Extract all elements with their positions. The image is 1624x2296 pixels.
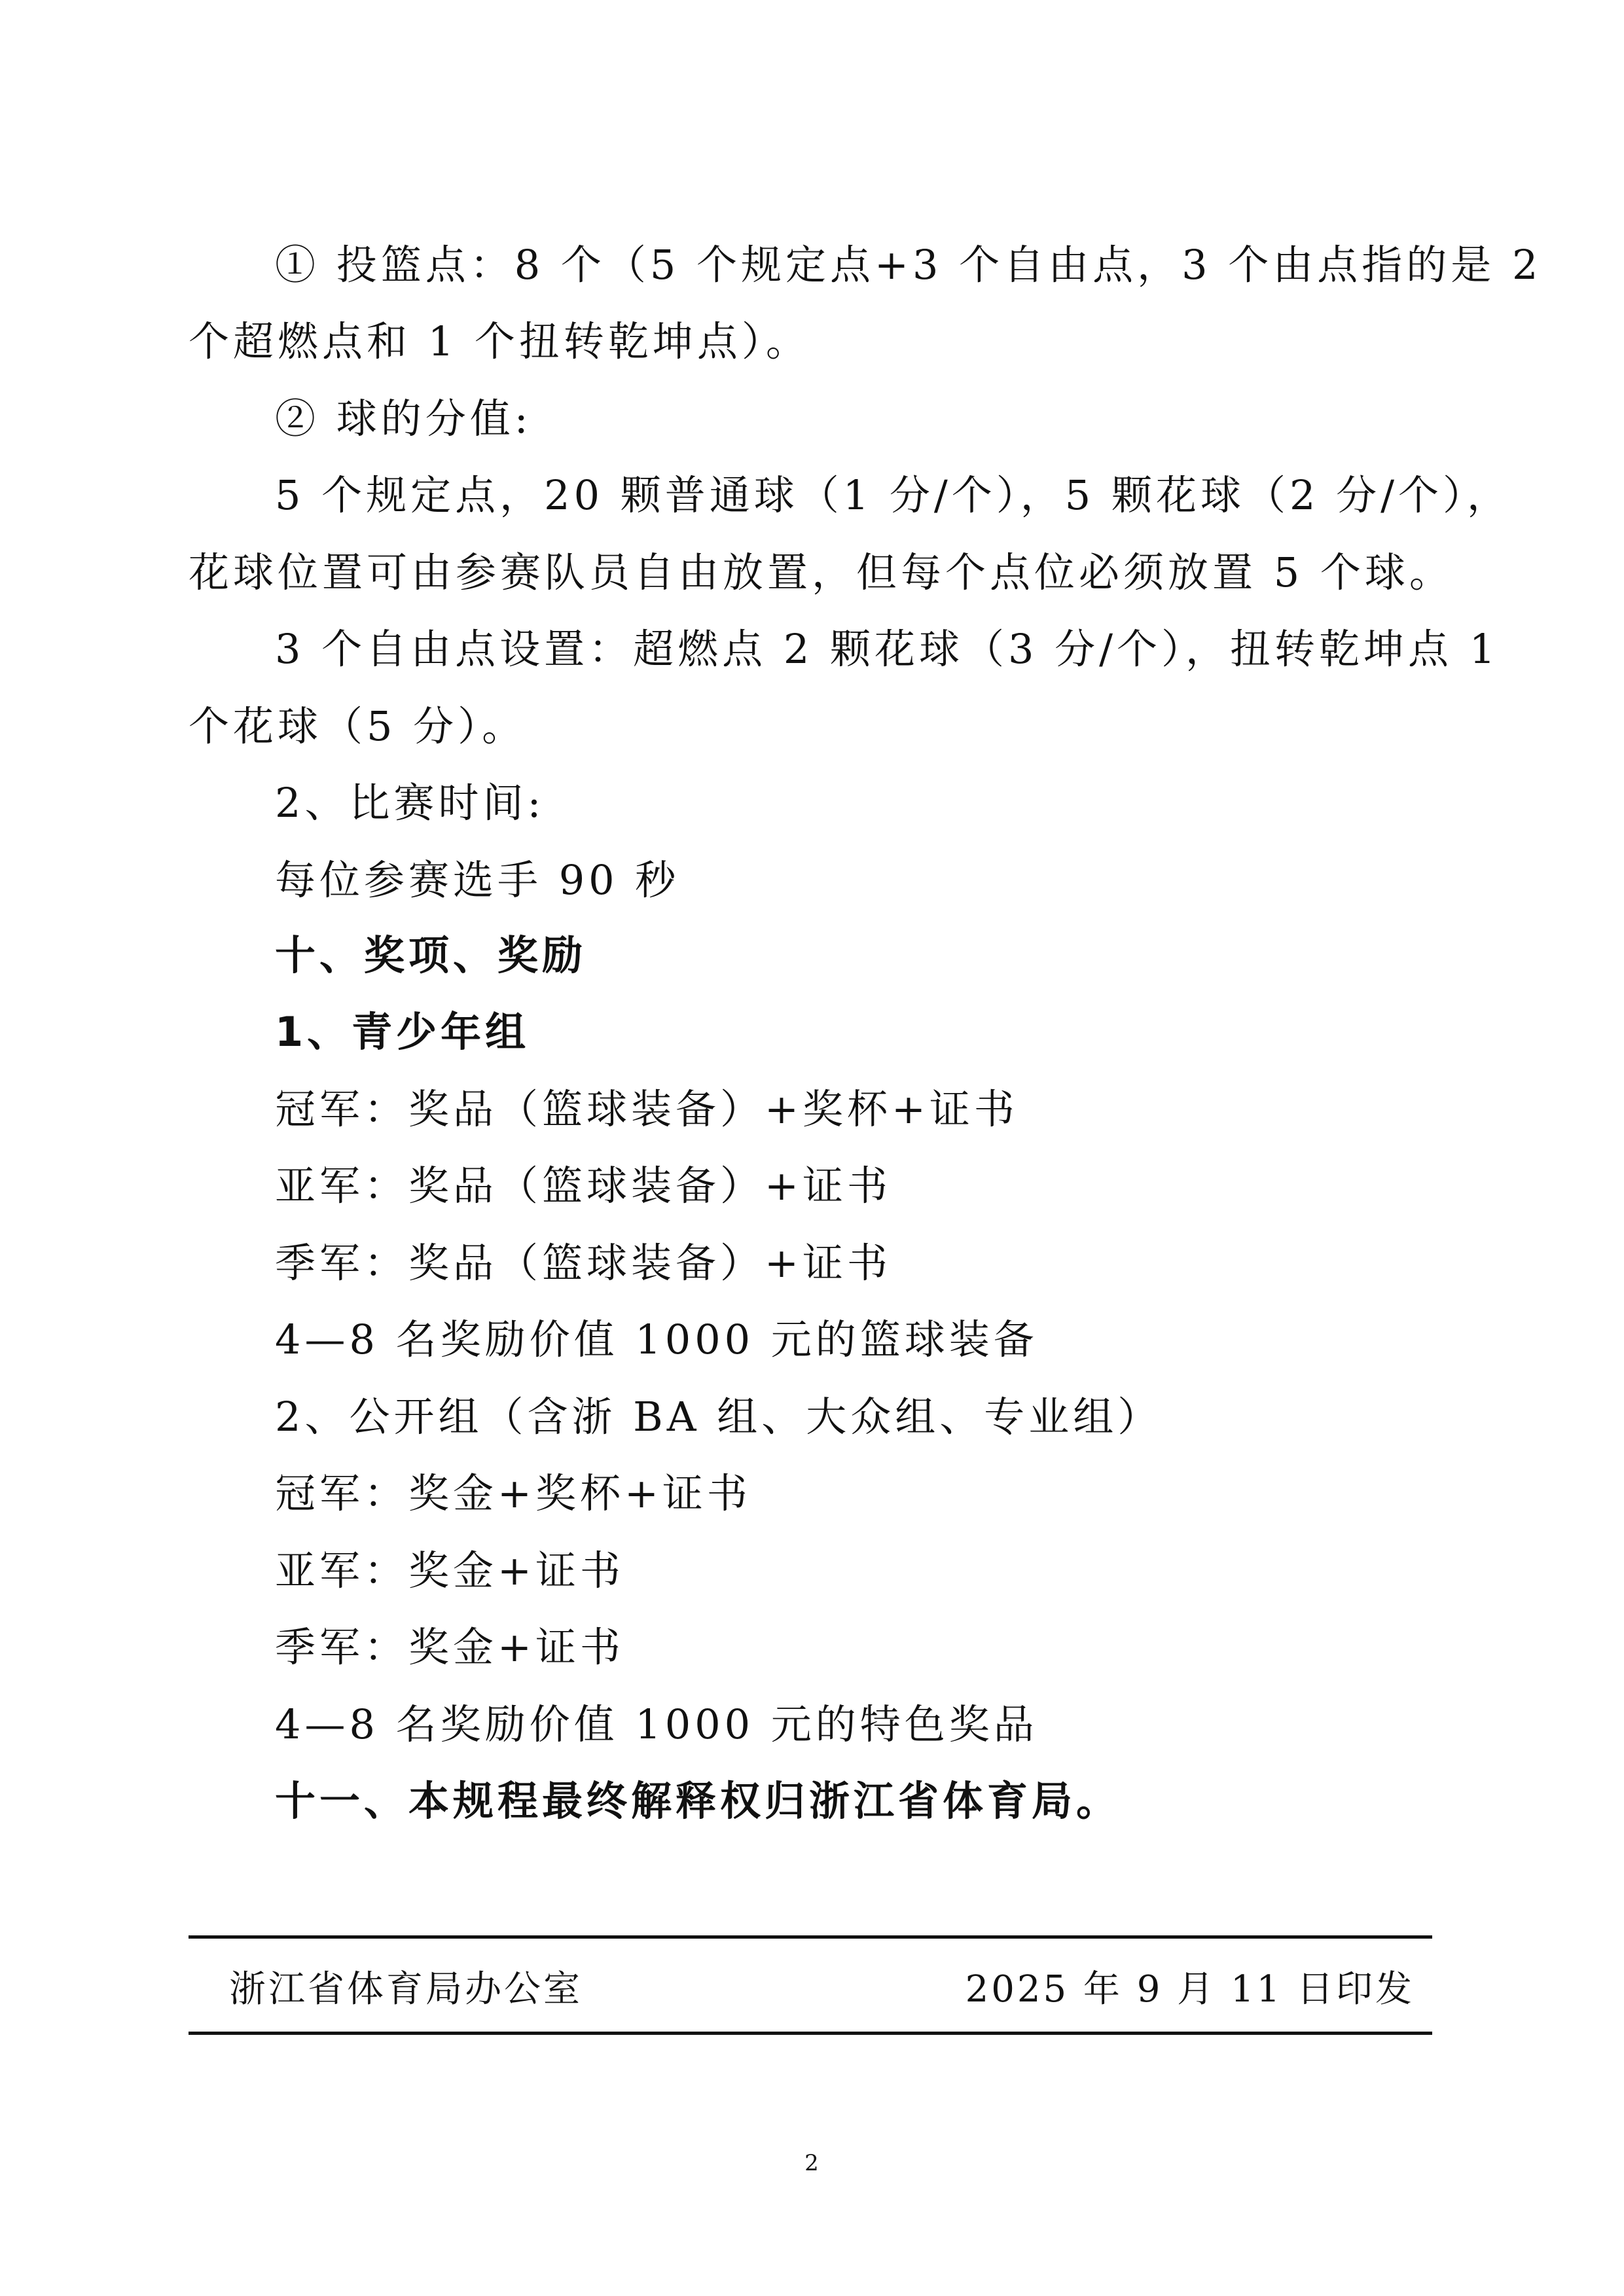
match-time-value: 每位参赛选手 90 秒 xyxy=(275,856,680,904)
awards-section-heading: 十、奖项、奖励 xyxy=(275,931,587,979)
page-number: 2 xyxy=(804,2150,819,2176)
open-4-8-place: 4—8 名奖励价值 1000 元的特色奖品 xyxy=(275,1700,1038,1748)
final-interpretation-heading: 十一、本规程最终解释权归浙江省体育局。 xyxy=(275,1777,1121,1825)
youth-champion: 冠军：奖品（篮球装备）+奖杯+证书 xyxy=(275,1085,1019,1133)
youth-third-place: 季军：奖品（篮球装备）+证书 xyxy=(275,1239,892,1287)
open-champion: 冠军：奖金+奖杯+证书 xyxy=(275,1469,751,1517)
youth-runner-up: 亚军：奖品（篮球装备）+证书 xyxy=(275,1162,892,1210)
free-points-line-2: 个花球（5 分）。 xyxy=(189,702,527,750)
footer-issuing-office: 浙江省体育局办公室 xyxy=(229,1968,583,2011)
footer-top-rule xyxy=(189,1935,1432,1939)
match-time-heading: 2、比赛时间: xyxy=(275,779,545,827)
footer-issue-date: 2025 年 9 月 11 日印发 xyxy=(965,1968,1415,2011)
free-points-line-1: 3 个自由点设置：超燃点 2 颗花球（3 分/个），扭转乾坤点 1 xyxy=(275,625,1500,673)
regular-points-line-1: 5 个规定点，20 颗普通球（1 分/个），5 颗花球（2 分/个）， xyxy=(275,471,1511,519)
youth-4-8-place: 4—8 名奖励价值 1000 元的篮球装备 xyxy=(275,1316,1038,1363)
open-runner-up: 亚军：奖金+证书 xyxy=(275,1547,624,1594)
open-group-heading: 2、公开组（含浙 BA 组、大众组、专业组） xyxy=(275,1393,1163,1441)
shooting-points-line-1: ① 投篮点：8 个（5 个规定点+3 个自由点，3 个由点指的是 2 xyxy=(275,241,1542,289)
ball-score-heading: ② 球的分值: xyxy=(275,395,532,442)
open-third-place: 季军：奖金+证书 xyxy=(275,1623,624,1671)
youth-group-heading: 1、青少年组 xyxy=(275,1008,530,1056)
regular-points-line-2: 花球位置可由参赛队员自由放置，但每个点位必须放置 5 个球。 xyxy=(189,548,1454,596)
shooting-points-line-2: 个超燃点和 1 个扭转乾坤点）。 xyxy=(189,317,810,365)
footer-bottom-rule xyxy=(189,2032,1432,2035)
